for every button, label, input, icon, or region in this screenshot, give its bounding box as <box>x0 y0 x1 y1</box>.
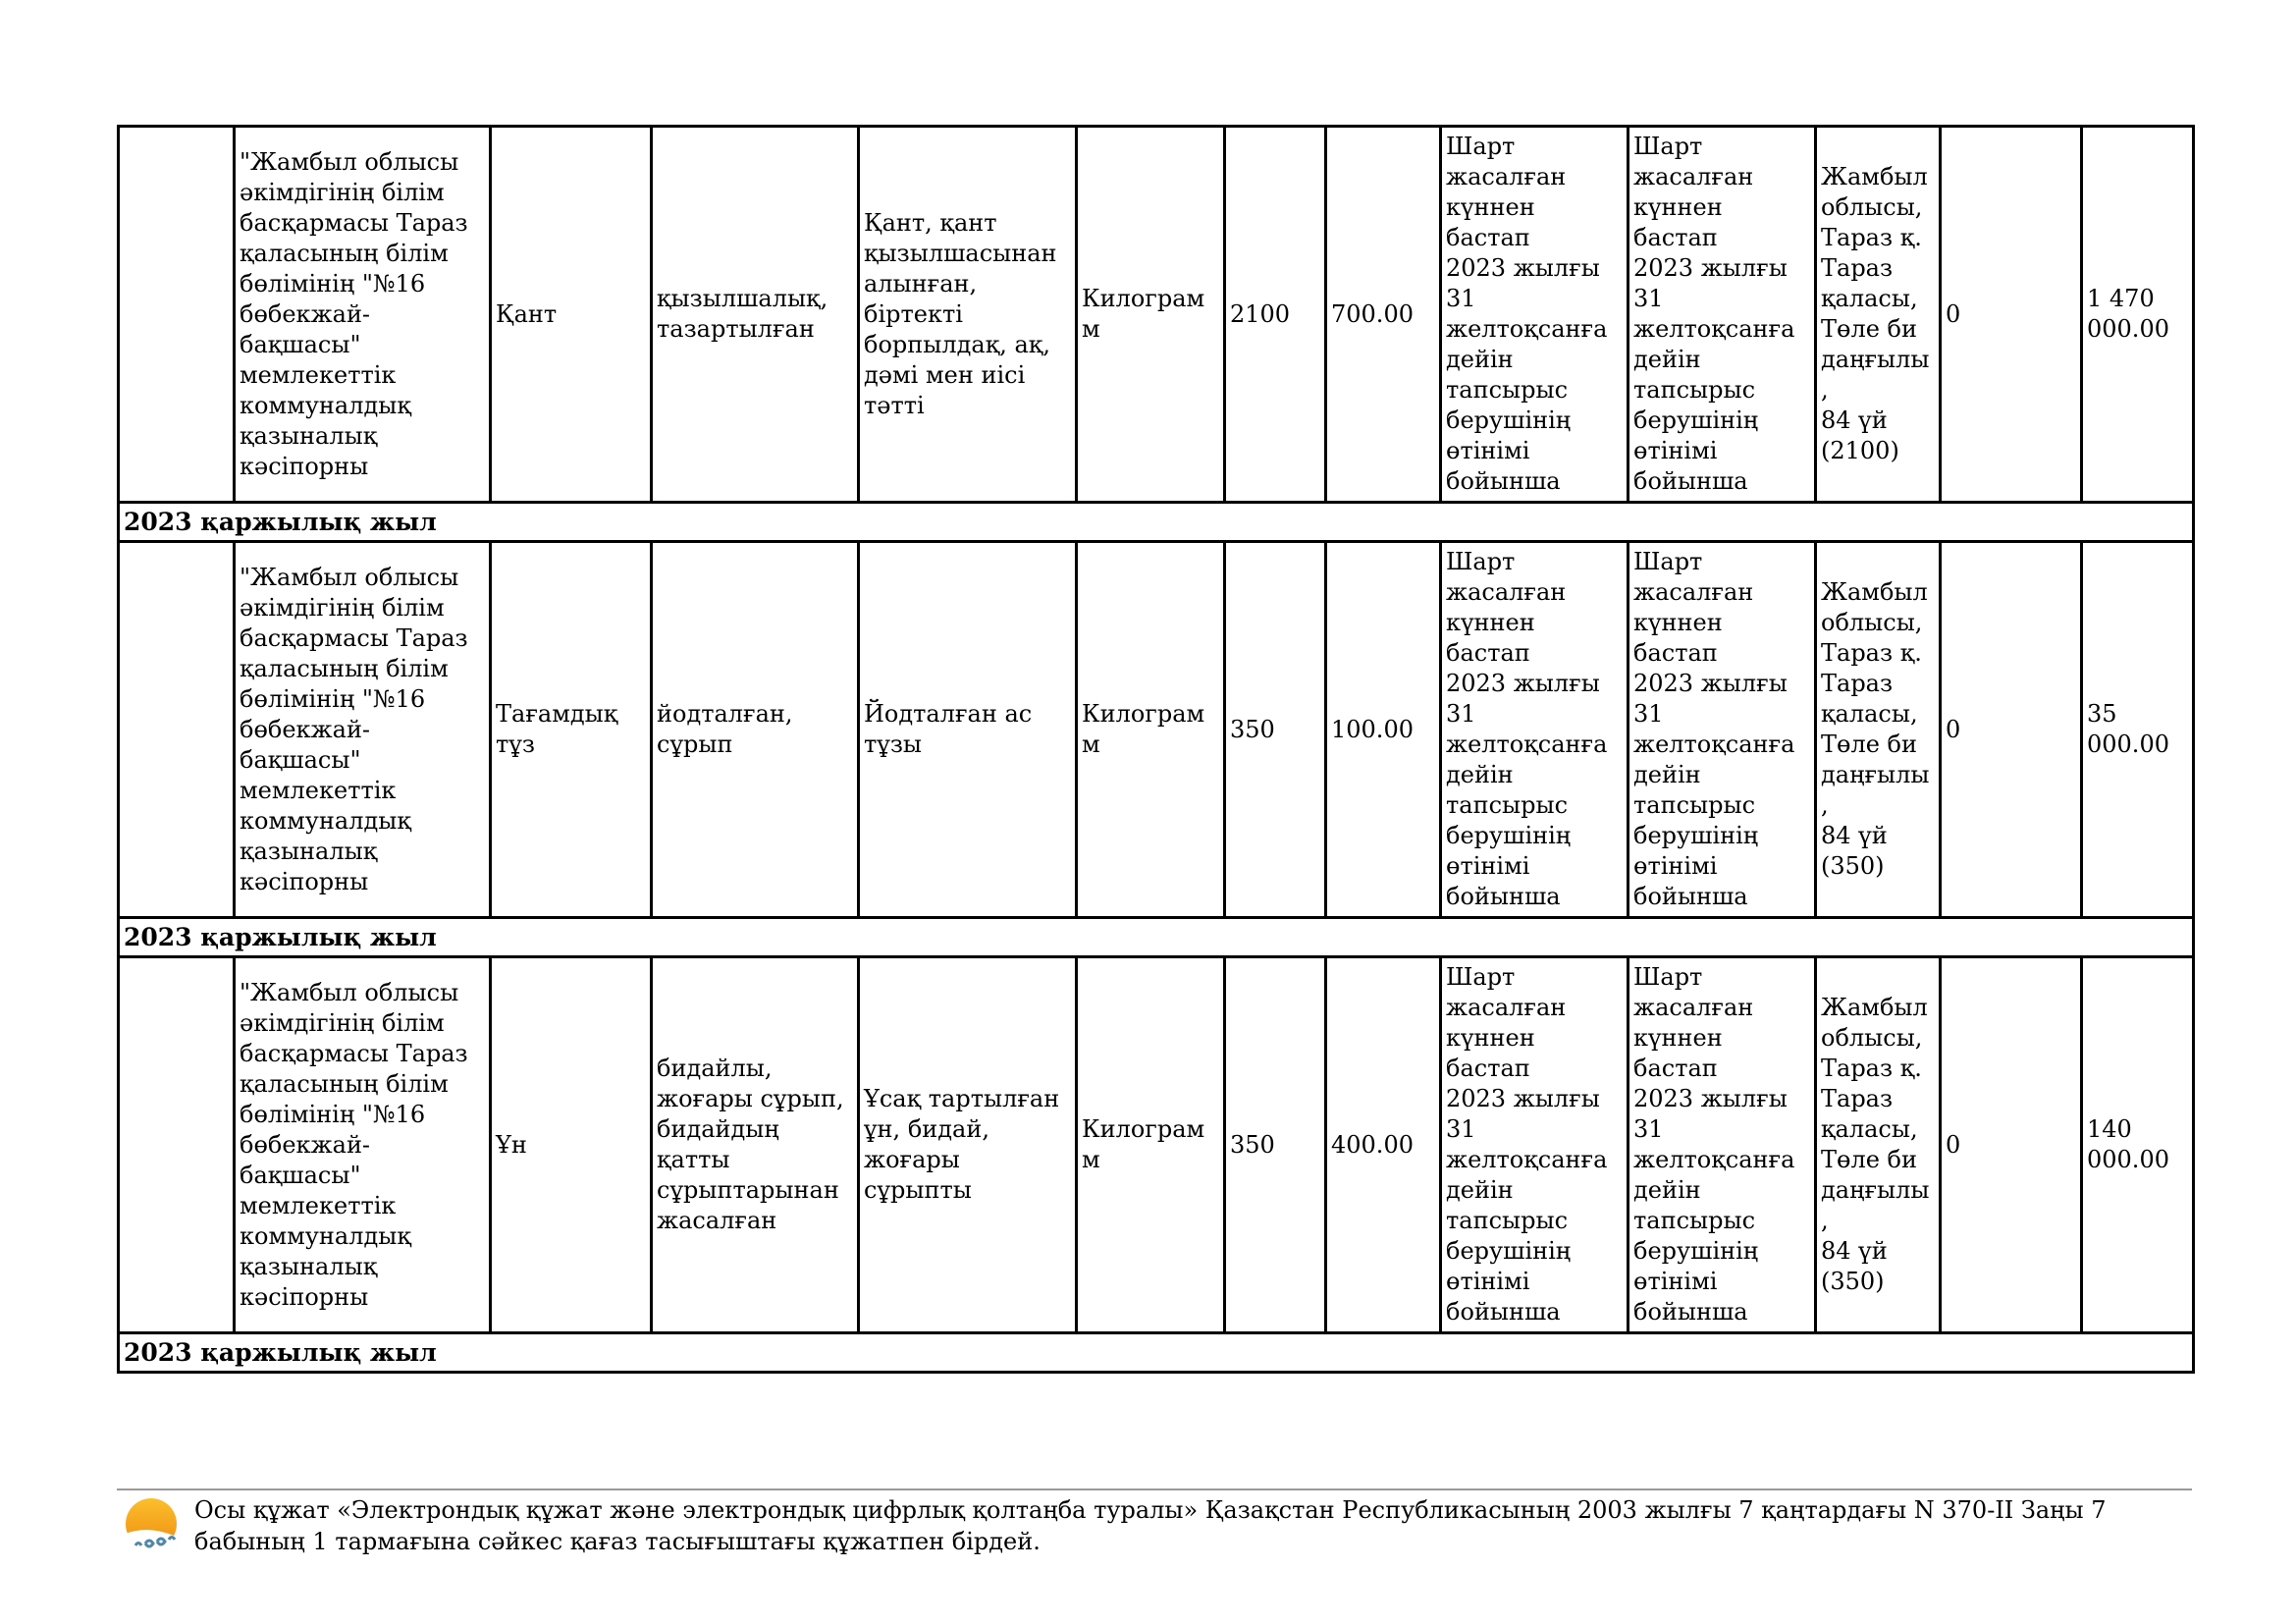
table-row <box>119 957 2194 1333</box>
advance-cell: 0 <box>1941 542 2082 918</box>
price-cell: 700.00 <box>1326 127 1441 503</box>
quantity-cell: 350 <box>1225 957 1326 1333</box>
characteristic-cell: бидайлы, жоғары сұрып, бидайдың қатты сұрыптарынан жасалған <box>652 957 859 1333</box>
amount-cell: 140 000.00 <box>2082 957 2194 1333</box>
footer-legal-text: Осы құжат «Электрондық құжат және электрондық цифрлық қолтаңба туралы» Қазақстан Республикасының 2003 жылғы 7 қаңтардағы N 370-II Заңы 7 бабының 1 тармағына сәйкес қағаз тасығыштағы құжатпен бірдей. <box>194 1496 2107 1555</box>
delivery-term-cell: Шарт жасалған күннен бастап 2023 жылғы 31 желтоқсанға дейін тапсырыс берушінің өтінімі бойынша <box>1441 542 1629 918</box>
row-number-cell <box>119 957 235 1333</box>
year-label: 2023 қаржылық жыл <box>119 1333 2194 1373</box>
advance-cell: 0 <box>1941 957 2082 1333</box>
item-name-cell: Тағамдық тұз <box>491 542 652 918</box>
characteristic-cell: қызылшалық, тазартылған <box>652 127 859 503</box>
delivery-term-cell-2: Шарт жасалған күннен бастап 2023 жылғы 31 желтоқсанға дейін тапсырыс берушінің өтінімі бойынша <box>1629 127 1816 503</box>
price-cell: 100.00 <box>1326 542 1441 918</box>
delivery-term-cell-2: Шарт жасалған күннен бастап 2023 жылғы 31 желтоқсанға дейін тапсырыс берушінің өтінімі бойынша <box>1629 542 1816 918</box>
quantity-cell: 350 <box>1225 542 1326 918</box>
amount-cell: 35 000.00 <box>2082 542 2194 918</box>
description-cell: Йодталған ас тұзы <box>859 542 1077 918</box>
year-label: 2023 қаржылық жыл <box>119 918 2194 957</box>
quantity-cell: 2100 <box>1225 127 1326 503</box>
procurement-table <box>117 125 2195 1374</box>
year-row <box>119 503 2194 542</box>
delivery-term-cell: Шарт жасалған күннен бастап 2023 жылғы 31 желтоқсанға дейін тапсырыс берушінің өтінімі бойынша <box>1441 957 1629 1333</box>
year-row <box>119 918 2194 957</box>
row-number-cell <box>119 542 235 918</box>
characteristic-cell: йодталған, сұрып <box>652 542 859 918</box>
unit-cell: Килограмм <box>1077 957 1225 1333</box>
price-cell: 400.00 <box>1326 957 1441 1333</box>
advance-cell: 0 <box>1941 127 2082 503</box>
table-row <box>119 127 2194 503</box>
sun-logo-icon <box>122 1494 187 1559</box>
delivery-place-cell: Жамбыл облысы, Тараз қ. Тараз қаласы, Төле би даңғылы, 84 үй (350) <box>1816 957 1941 1333</box>
description-cell: Ұсақ тартылған ұн, бидай, жоғары сұрыпты <box>859 957 1077 1333</box>
delivery-place-cell: Жамбыл облысы, Тараз қ. Тараз қаласы, Төле би даңғылы, 84 үй (2100) <box>1816 127 1941 503</box>
year-label: 2023 қаржылық жыл <box>119 503 2194 542</box>
row-number-cell <box>119 127 235 503</box>
delivery-term-cell-2: Шарт жасалған күннен бастап 2023 жылғы 31 желтоқсанға дейін тапсырыс берушінің өтінімі бойынша <box>1629 957 1816 1333</box>
delivery-place-cell: Жамбыл облысы, Тараз қ. Тараз қаласы, Төле би даңғылы, 84 үй (350) <box>1816 542 1941 918</box>
item-name-cell: Ұн <box>491 957 652 1333</box>
description-cell: Қант, қант қызылшасынан алынған, біртекті борпылдақ, ақ, дәмі мен иісі тәтті <box>859 127 1077 503</box>
unit-cell: Килограмм <box>1077 127 1225 503</box>
year-row <box>119 1333 2194 1373</box>
customer-cell: "Жамбыл облысы әкімдігінің білім басқармасы Тараз қаласының білім бөлімінің "№16 бөбекжай-бақшасы" мемлекеттік коммуналдық қазыналық кәсіпорны <box>235 127 491 503</box>
delivery-term-cell: Шарт жасалған күннен бастап 2023 жылғы 31 желтоқсанға дейін тапсырыс берушінің өтінімі бойынша <box>1441 127 1629 503</box>
amount-cell: 1 470 000.00 <box>2082 127 2194 503</box>
unit-cell: Килограмм <box>1077 542 1225 918</box>
customer-cell: "Жамбыл облысы әкімдігінің білім басқармасы Тараз қаласының білім бөлімінің "№16 бөбекжай-бақшасы" мемлекеттік коммуналдық қазыналық кәсіпорны <box>235 957 491 1333</box>
footer-divider <box>117 1489 2192 1490</box>
item-name-cell: Қант <box>491 127 652 503</box>
customer-cell: "Жамбыл облысы әкімдігінің білім басқармасы Тараз қаласының білім бөлімінің "№16 бөбекжай-бақшасы" мемлекеттік коммуналдық қазыналық кәсіпорны <box>235 542 491 918</box>
table-row <box>119 542 2194 918</box>
